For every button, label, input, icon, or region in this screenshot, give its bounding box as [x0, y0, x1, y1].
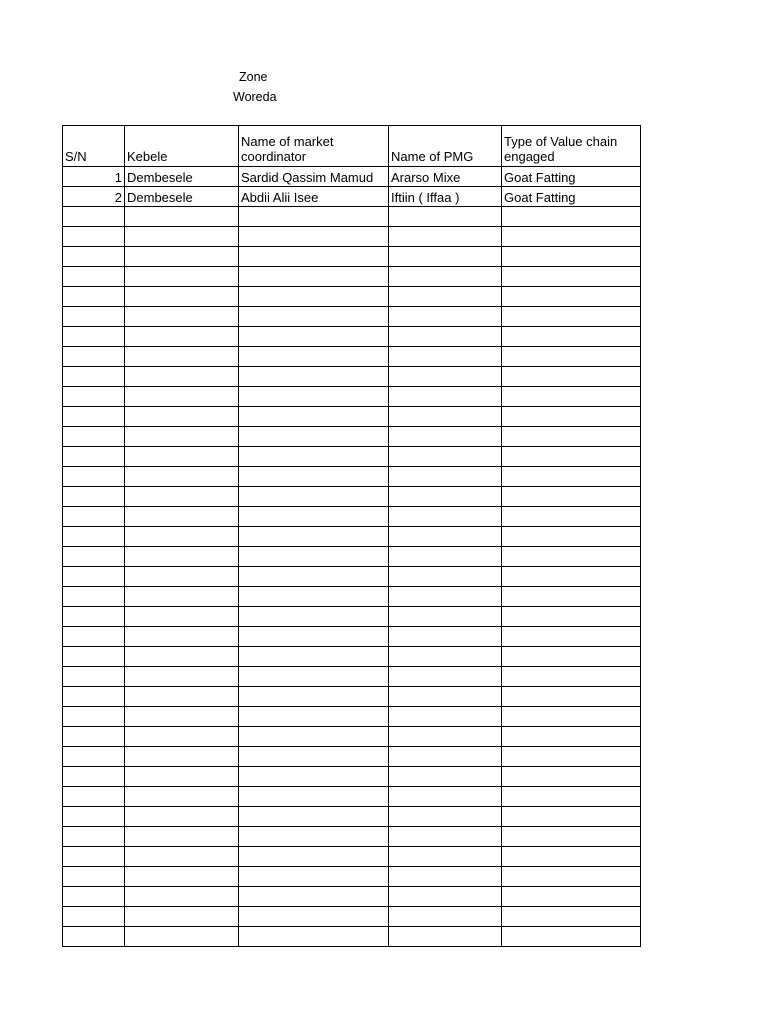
- empty-cell: [239, 467, 389, 487]
- empty-cell: [502, 667, 641, 687]
- empty-cell: [502, 627, 641, 647]
- empty-cell: [125, 447, 239, 467]
- empty-cell: [389, 667, 502, 687]
- empty-cell: [389, 727, 502, 747]
- empty-cell: [125, 287, 239, 307]
- empty-table-row: [63, 687, 641, 707]
- empty-cell: [63, 627, 125, 647]
- empty-cell: [239, 727, 389, 747]
- pmg-table: [62, 125, 641, 947]
- empty-table-row: [63, 207, 641, 227]
- empty-cell: [502, 927, 641, 947]
- empty-cell: [63, 827, 125, 847]
- empty-table-row: [63, 247, 641, 267]
- empty-cell: [63, 447, 125, 467]
- cell-value-chain: Goat Fatting: [502, 187, 641, 207]
- empty-cell: [125, 227, 239, 247]
- empty-cell: [125, 927, 239, 947]
- empty-cell: [389, 447, 502, 467]
- empty-cell: [389, 247, 502, 267]
- empty-cell: [239, 267, 389, 287]
- empty-cell: [389, 207, 502, 227]
- empty-table-row: [63, 327, 641, 347]
- empty-table-row: [63, 847, 641, 867]
- empty-cell: [239, 847, 389, 867]
- empty-cell: [125, 907, 239, 927]
- empty-cell: [125, 667, 239, 687]
- empty-table-row: [63, 587, 641, 607]
- empty-table-row: [63, 447, 641, 467]
- empty-cell: [239, 327, 389, 347]
- empty-cell: [239, 867, 389, 887]
- empty-cell: [125, 327, 239, 347]
- empty-table-row: [63, 867, 641, 887]
- empty-cell: [389, 707, 502, 727]
- empty-cell: [239, 567, 389, 587]
- empty-cell: [63, 867, 125, 887]
- empty-cell: [239, 487, 389, 507]
- empty-cell: [502, 707, 641, 727]
- empty-cell: [125, 567, 239, 587]
- empty-cell: [63, 227, 125, 247]
- table-header-row: [63, 126, 641, 167]
- empty-table-row: [63, 827, 641, 847]
- empty-cell: [389, 327, 502, 347]
- empty-cell: [125, 587, 239, 607]
- cell-sn: 1: [63, 167, 125, 187]
- empty-cell: [125, 727, 239, 747]
- empty-table-row: [63, 927, 641, 947]
- empty-cell: [389, 907, 502, 927]
- empty-cell: [239, 687, 389, 707]
- empty-cell: [502, 447, 641, 467]
- empty-cell: [389, 607, 502, 627]
- empty-cell: [63, 647, 125, 667]
- empty-cell: [239, 507, 389, 527]
- empty-cell: [63, 727, 125, 747]
- column-header-market-coordinator: Name of market coordinator: [239, 126, 389, 167]
- empty-cell: [63, 807, 125, 827]
- empty-cell: [502, 847, 641, 867]
- empty-table-row: [63, 707, 641, 727]
- empty-cell: [389, 807, 502, 827]
- empty-cell: [63, 607, 125, 627]
- empty-cell: [389, 467, 502, 487]
- empty-cell: [239, 647, 389, 667]
- cell-value-chain: Goat Fatting: [502, 167, 641, 187]
- empty-cell: [239, 827, 389, 847]
- empty-cell: [239, 207, 389, 227]
- empty-cell: [125, 607, 239, 627]
- empty-cell: [125, 267, 239, 287]
- empty-cell: [239, 667, 389, 687]
- table-row: [63, 187, 641, 207]
- empty-cell: [502, 247, 641, 267]
- empty-cell: [389, 687, 502, 707]
- empty-cell: [63, 427, 125, 447]
- empty-cell: [502, 427, 641, 447]
- empty-table-row: [63, 267, 641, 287]
- cell-market-coordinator: Sardid Qassim Mamud: [239, 167, 389, 187]
- empty-cell: [389, 407, 502, 427]
- empty-cell: [63, 707, 125, 727]
- empty-table-row: [63, 567, 641, 587]
- empty-cell: [502, 387, 641, 407]
- empty-cell: [63, 887, 125, 907]
- empty-table-row: [63, 527, 641, 547]
- empty-cell: [239, 767, 389, 787]
- cell-sn: 2: [63, 187, 125, 207]
- empty-cell: [239, 307, 389, 327]
- empty-cell: [389, 867, 502, 887]
- column-header-value-chain: Type of Value chain engaged: [502, 126, 641, 167]
- empty-cell: [63, 507, 125, 527]
- empty-cell: [502, 567, 641, 587]
- woreda-label: Woreda: [233, 90, 277, 104]
- empty-cell: [389, 587, 502, 607]
- empty-cell: [389, 387, 502, 407]
- empty-table-row: [63, 347, 641, 367]
- empty-table-row: [63, 467, 641, 487]
- empty-cell: [239, 387, 389, 407]
- empty-cell: [63, 527, 125, 547]
- empty-cell: [125, 487, 239, 507]
- empty-table-row: [63, 287, 641, 307]
- empty-cell: [63, 367, 125, 387]
- empty-cell: [502, 287, 641, 307]
- empty-cell: [502, 227, 641, 247]
- empty-cell: [239, 547, 389, 567]
- empty-cell: [125, 507, 239, 527]
- empty-cell: [239, 287, 389, 307]
- table-row: [63, 167, 641, 187]
- empty-cell: [239, 787, 389, 807]
- empty-cell: [502, 807, 641, 827]
- empty-cell: [239, 367, 389, 387]
- empty-cell: [389, 827, 502, 847]
- empty-cell: [502, 367, 641, 387]
- empty-cell: [125, 467, 239, 487]
- empty-cell: [125, 367, 239, 387]
- empty-cell: [125, 787, 239, 807]
- empty-cell: [239, 527, 389, 547]
- empty-cell: [502, 547, 641, 567]
- empty-cell: [125, 827, 239, 847]
- empty-cell: [63, 907, 125, 927]
- empty-table-row: [63, 387, 641, 407]
- empty-cell: [502, 727, 641, 747]
- empty-cell: [63, 787, 125, 807]
- empty-cell: [63, 287, 125, 307]
- empty-table-row: [63, 807, 641, 827]
- zone-label: Zone: [239, 70, 268, 84]
- empty-cell: [389, 767, 502, 787]
- empty-table-row: [63, 367, 641, 387]
- empty-cell: [125, 407, 239, 427]
- empty-cell: [125, 207, 239, 227]
- empty-table-row: [63, 407, 641, 427]
- empty-cell: [502, 687, 641, 707]
- empty-cell: [125, 627, 239, 647]
- empty-cell: [239, 347, 389, 367]
- empty-cell: [389, 567, 502, 587]
- empty-cell: [125, 847, 239, 867]
- empty-cell: [63, 767, 125, 787]
- empty-cell: [63, 567, 125, 587]
- empty-cell: [389, 227, 502, 247]
- empty-cell: [389, 367, 502, 387]
- empty-cell: [239, 247, 389, 267]
- empty-cell: [502, 527, 641, 547]
- empty-cell: [389, 747, 502, 767]
- empty-cell: [502, 787, 641, 807]
- empty-cell: [389, 647, 502, 667]
- empty-table-row: [63, 727, 641, 747]
- empty-cell: [239, 447, 389, 467]
- empty-cell: [389, 887, 502, 907]
- empty-cell: [502, 607, 641, 627]
- column-header-sn: S/N: [63, 126, 125, 167]
- cell-kebele: Dembesele: [125, 187, 239, 207]
- empty-cell: [389, 787, 502, 807]
- empty-cell: [125, 747, 239, 767]
- empty-cell: [63, 387, 125, 407]
- column-header-kebele: Kebele: [125, 126, 239, 167]
- empty-table-row: [63, 607, 641, 627]
- empty-cell: [63, 927, 125, 947]
- empty-cell: [502, 207, 641, 227]
- empty-cell: [63, 467, 125, 487]
- empty-cell: [125, 307, 239, 327]
- empty-table-row: [63, 627, 641, 647]
- empty-cell: [502, 827, 641, 847]
- empty-cell: [389, 287, 502, 307]
- empty-table-row: [63, 487, 641, 507]
- empty-cell: [125, 707, 239, 727]
- empty-cell: [63, 207, 125, 227]
- empty-cell: [389, 307, 502, 327]
- empty-cell: [502, 487, 641, 507]
- empty-cell: [125, 807, 239, 827]
- empty-cell: [239, 607, 389, 627]
- empty-table-row: [63, 887, 641, 907]
- empty-cell: [125, 387, 239, 407]
- empty-cell: [63, 667, 125, 687]
- empty-cell: [63, 347, 125, 367]
- cell-pmg: Ararso Mixe: [389, 167, 502, 187]
- empty-cell: [63, 487, 125, 507]
- empty-cell: [239, 587, 389, 607]
- empty-cell: [125, 347, 239, 367]
- empty-cell: [502, 327, 641, 347]
- empty-cell: [502, 467, 641, 487]
- empty-table-row: [63, 667, 641, 687]
- empty-cell: [502, 407, 641, 427]
- empty-table-row: [63, 547, 641, 567]
- empty-cell: [125, 647, 239, 667]
- empty-cell: [239, 887, 389, 907]
- cell-market-coordinator: Abdii Alii Isee: [239, 187, 389, 207]
- empty-cell: [125, 247, 239, 267]
- empty-cell: [125, 527, 239, 547]
- empty-cell: [502, 587, 641, 607]
- empty-cell: [239, 907, 389, 927]
- empty-cell: [239, 707, 389, 727]
- empty-table-row: [63, 747, 641, 767]
- empty-cell: [502, 867, 641, 887]
- empty-cell: [63, 327, 125, 347]
- empty-table-row: [63, 427, 641, 447]
- empty-cell: [502, 747, 641, 767]
- empty-cell: [63, 407, 125, 427]
- empty-cell: [389, 427, 502, 447]
- empty-cell: [389, 927, 502, 947]
- empty-cell: [63, 847, 125, 867]
- column-header-pmg: Name of PMG: [389, 126, 502, 167]
- empty-cell: [502, 887, 641, 907]
- empty-cell: [239, 627, 389, 647]
- empty-cell: [63, 547, 125, 567]
- cell-pmg: Iftiin ( Iffaa ): [389, 187, 502, 207]
- empty-cell: [502, 307, 641, 327]
- empty-cell: [125, 687, 239, 707]
- cell-kebele: Dembesele: [125, 167, 239, 187]
- empty-cell: [389, 547, 502, 567]
- empty-cell: [63, 307, 125, 327]
- empty-cell: [502, 907, 641, 927]
- empty-cell: [63, 587, 125, 607]
- empty-cell: [502, 647, 641, 667]
- empty-cell: [125, 767, 239, 787]
- empty-cell: [502, 347, 641, 367]
- empty-cell: [125, 887, 239, 907]
- empty-cell: [125, 867, 239, 887]
- empty-cell: [63, 267, 125, 287]
- empty-cell: [239, 927, 389, 947]
- empty-cell: [389, 627, 502, 647]
- empty-table-row: [63, 767, 641, 787]
- empty-cell: [125, 427, 239, 447]
- empty-cell: [125, 547, 239, 567]
- empty-cell: [239, 427, 389, 447]
- empty-cell: [239, 747, 389, 767]
- empty-cell: [389, 487, 502, 507]
- empty-table-row: [63, 907, 641, 927]
- empty-cell: [239, 227, 389, 247]
- empty-cell: [502, 767, 641, 787]
- empty-table-row: [63, 647, 641, 667]
- empty-cell: [239, 807, 389, 827]
- empty-table-row: [63, 307, 641, 327]
- empty-cell: [239, 407, 389, 427]
- empty-cell: [389, 267, 502, 287]
- empty-cell: [389, 847, 502, 867]
- empty-cell: [502, 507, 641, 527]
- empty-cell: [63, 687, 125, 707]
- empty-cell: [389, 527, 502, 547]
- empty-cell: [63, 747, 125, 767]
- empty-table-row: [63, 507, 641, 527]
- empty-cell: [63, 247, 125, 267]
- empty-cell: [502, 267, 641, 287]
- empty-table-row: [63, 787, 641, 807]
- empty-table-row: [63, 227, 641, 247]
- empty-cell: [389, 507, 502, 527]
- empty-cell: [389, 347, 502, 367]
